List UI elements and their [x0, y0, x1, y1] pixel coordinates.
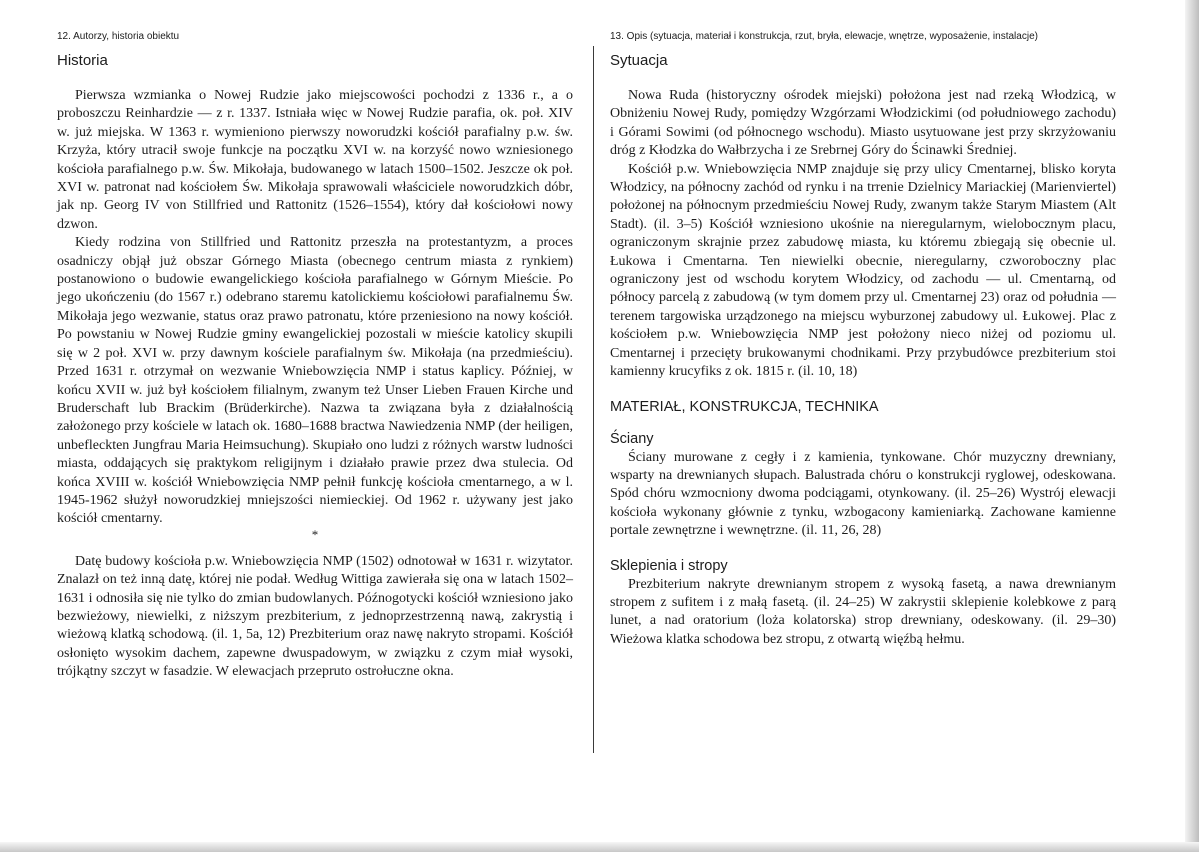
right-column [610, 30, 1116, 649]
column-divider [593, 46, 594, 753]
left-column [57, 30, 573, 682]
section-title-historia: Historia [57, 52, 108, 69]
situation-paragraph-1: Nowa Ruda (historyczny ośrodek miejski) położona jest nad rzeką Włodzicą, w Obniżeniu Nowej Rudy, pomiędzy Wzgórzami Włodzickimi (od południowego zachodu) i Górami Sowimi (od północnego wschodu). Miasto usytuowane jest przy skrzyżowaniu dróg z Kłodzka do Wałbrzycha i ze Srebrnej Góry do Ścinawki Średniej. [610, 88, 1116, 159]
section-title-sytuacja: Sytuacja [610, 52, 668, 69]
scan-edge-right [1185, 0, 1199, 852]
vaults-paragraph: Prezbiterium nakryte drewnianym stropem z wysoką fasetą, a nawa drewnianym stropem z sufitem i z małą fasetą. (il. 24–25) W zakrystii sklepienie kolebkowe z parą lunet, a nad oratorium (loża kolatorska) strop drewniany, odeskowany. (il. 29–30) Wieżowa klatka schodowa bez stropu, z otwartą więźbą hełmu. [610, 576, 1116, 647]
left-page-header: 12. Autorzy, historia obiektu [57, 31, 180, 42]
subsection-title-vaults: Sklepienia i stropy [610, 557, 728, 574]
walls-paragraph: Ściany murowane z cegły i z kamienia, tynkowane. Chór muzyczny drewniany, wsparty na drewnianych słupach. Balustrada chóru o konstrukcji ryglowej, odeskowana. Spód chóru wzmocniony dwoma podciągami, otynkowany. (il. 25–26) Wystrój elewacji kościoła wykonany głównie z tynku, wzbogacony kamieniarką. Zachowane kamienne portale zewnętrzne i wewnętrzne. (il. 11, 26, 28) [610, 449, 1116, 539]
history-paragraph-2: Kiedy rodzina von Stillfried und Rattonitz przeszła na protestantyzm, a proces osadniczy objął już obszar Górnego Miasta (obecnego centrum miasta z rynkiem) postanowiono o budowie ewangelickiego kościoła parafialnego w Górnym Mieście. Po jego ukończeniu (do 1567 r.) odebrano staremu katolickiemu kościołowi parafialnemu Św. Mikołaja jego wezwanie, status oraz prawo patronatu, które przeniesiono na nowy kościół. Po powstaniu w Nowej Rudzie gminy ewangelickiej pozostali w mieście katolicy skupili się w 2 poł. XVI w. przy dawnym kościele parafialnym św. Mikołaja (na przedmieściu). Przed 1631 r. otrzymał on wezwanie Wniebowzięcia NMP i status kaplicy. Później, w końcu XVII w. już był kościołem filialnym, zwanym też Unser Lieben Frauen Kirche und Bruderschaft lub Brackim (Brüderkirche). Nazwa ta związana była z działalnością założonego przy kościele w latach ok. 1680–1688 bractwa Nawiedzenia NMP (der heiligen, unbefleckten Jungfrau Maria Heimsuchung). Skupiało ono ludzi z różnych warstw ludności miasta, oddających się praktykom religijnym i działało prawie przez dwa stulecia. Od końca XVIII w. kościół Wniebowzięcia NMP pełnił funkcję kościoła cmentarnego, a w l. 1945-1962 służył noworudzkiej mniejszości niemieckiej. Od 1962 r. używany jest jako kościół cmentarny. [57, 235, 573, 527]
history-paragraph-1: Pierwsza wzmianka o Nowej Rudzie jako miejscowości pochodzi z 1336 r., a o proboszczu Reinhardzie — z r. 1337. Istniała więc w Nowej Rudzie parafia, ok. poł. XIV w. już miejska. W 1363 r. wymieniono pierwszy noworudzki kościół parafialny p.w. św. Krzyża, który utracił swoje funkcje na początku XVI w. na korzyść nowo wzniesionego kościoła parafialnego p.w. Św. Mikołaja, budowanego w latach 1500–1502. Jeszcze ok poł. XVI w. patronat nad kościołem Św. Mikołaja sprawowali właściciele noworudzkich dóbr, jak np. Georg IV von Stillfried und Rattonitz (1526–1554), który dał kościołowi nowy dzwon. [57, 88, 573, 232]
subsection-title-walls: Ściany [610, 430, 654, 447]
section-separator: * [311, 526, 319, 542]
history-paragraph-3: Datę budowy kościoła p.w. Wniebowzięcia NMP (1502) odnotował w 1631 r. wizytator. Znalazł on też inną datę, której nie podał. Według Wittiga zawierała się ona w latach 1502–1631 i odnosiła się nie tylko do zmian budowlanych. Późnogotycki kościół wzniesiono jako bezwieżowy, niewielki, z niższym prezbiterium, z jednoprzestrzenną nawą, zakrystią i wieżową klatką schodową. (il. 1, 5a, 12) Prezbiterium oraz nawę nakryto stropami. Kościół osłonięto wysokim dachem, zapewne dwuspadowym, w związku z czym miał wysoki, trójkątny szczyt w fasadzie. W elewacjach przepruto ostrołuczne okna. [57, 553, 573, 680]
section-title-material: MATERIAŁ, KONSTRUKCJA, TECHNIKA [610, 398, 879, 415]
situation-paragraph-2: Kościół p.w. Wniebowzięcia NMP znajduje się przy ulicy Cmentarnej, blisko koryta Włodzicy, na północny zachód od rynku i na trrenie Dzielnicy Mariackiej (Marienviertel) położonej na północnym przedmieściu Nowej Rudy, zwanym także Starym Miastem (Alt Stadt). (il. 3–5) Kościół wzniesiono ukośnie na nieregularnym, wielobocznym placu, ograniczonym skrajnie przez zabudowę miasta, ku któremu zbiegają się obecnie ul. Łukowa i Cmentarna. Ten niewielki obecnie, nieregularny, czworoboczny plac ograniczony jest od wschodu korytem Włodzicy, od zachodu — ul. Cmentarną, od północy parcelą z zabudową (w tym domem przy ul. Cmentarnej 23) oraz od południa — terenem targowiska urządzonego na miejscu wyburzonej zabudowy ul. Łukowej. Plac z kościołem p.w. Wniebowzięcia NMP jest położony nieco niżej od poziomu ul. Cmentarnej i przecięty brukowanymi chodnikami. Przy przybudówce prezbiterium stoi kamienny krucyfiks z ok. 1815 r. (il. 10, 18) [610, 161, 1116, 380]
right-page-header: 13. Opis (sytuacja, materiał i konstrukcja, rzut, bryła, elewacje, wnętrze, wyposażenie, instalacje) [610, 31, 1038, 42]
scan-edge-bottom [0, 842, 1199, 852]
